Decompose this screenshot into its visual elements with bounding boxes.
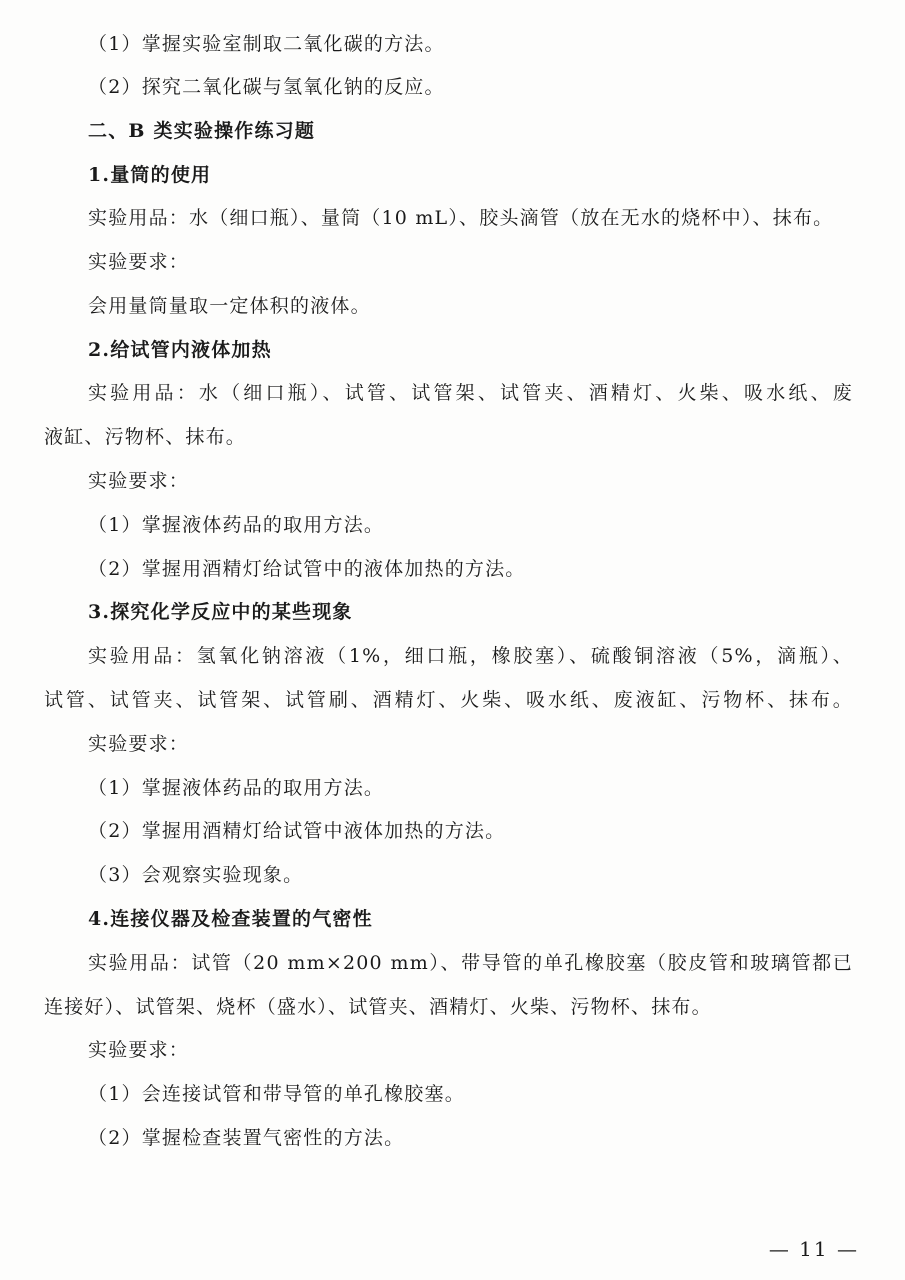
text-line: 实验用品：水（细口瓶）、量筒（10 mL）、胶头滴管（放在无水的烧杯中）、抹布。 xyxy=(88,207,834,229)
subsection-heading: 1.量筒的使用 xyxy=(88,164,212,186)
text-line: 实验用品：氢氧化钠溶液（1%，细口瓶，橡胶塞）、硫酸铜溶液（5%，滴瓶）、 xyxy=(88,645,853,667)
text-line: 实验用品：水（细口瓶）、试管、试管架、试管夹、酒精灯、火柴、吸水纸、废 xyxy=(88,382,853,404)
text-line: （2）掌握检查装置气密性的方法。 xyxy=(88,1127,405,1149)
text-line: 实验要求： xyxy=(88,251,190,273)
subsection-heading: 3.探究化学反应中的某些现象 xyxy=(88,601,353,623)
text-line: （1）掌握液体药品的取用方法。 xyxy=(88,514,385,536)
text-line: （2）掌握用酒精灯给试管中的液体加热的方法。 xyxy=(88,558,526,580)
text-line: 会用量筒量取一定体积的液体。 xyxy=(88,295,371,317)
text-line: （1）掌握液体药品的取用方法。 xyxy=(88,777,385,799)
text-line: 实验要求： xyxy=(88,470,190,492)
text-line: 试管、试管夹、试管架、试管刷、酒精灯、火柴、吸水纸、废液缸、污物杯、抹布。 xyxy=(44,689,853,711)
text-line: （3）会观察实验现象。 xyxy=(88,864,304,886)
text-line: （2）探究二氧化碳与氢氧化钠的反应。 xyxy=(88,76,445,98)
text-line: （2）掌握用酒精灯给试管中液体加热的方法。 xyxy=(88,820,506,842)
subsection-heading: 4.连接仪器及检查装置的气密性 xyxy=(88,908,373,930)
section-heading: 二、B 类实验操作练习题 xyxy=(88,120,316,142)
text-line: 连接好）、试管架、烧杯（盛水）、试管夹、酒精灯、火柴、污物杯、抹布。 xyxy=(44,996,712,1018)
text-line: 实验用品：试管（20 mm×200 mm）、带导管的单孔橡胶塞（胶皮管和玻璃管都已 xyxy=(88,952,853,974)
page-number: — 11 — xyxy=(768,1237,859,1261)
text-line: （1）掌握实验室制取二氧化碳的方法。 xyxy=(88,33,445,55)
text-line: 液缸、污物杯、抹布。 xyxy=(44,426,247,448)
text-line: （1）会连接试管和带导管的单孔橡胶塞。 xyxy=(88,1083,465,1105)
text-line: 实验要求： xyxy=(88,733,190,755)
text-line: 实验要求： xyxy=(88,1039,190,1061)
subsection-heading: 2.给试管内液体加热 xyxy=(88,339,272,361)
